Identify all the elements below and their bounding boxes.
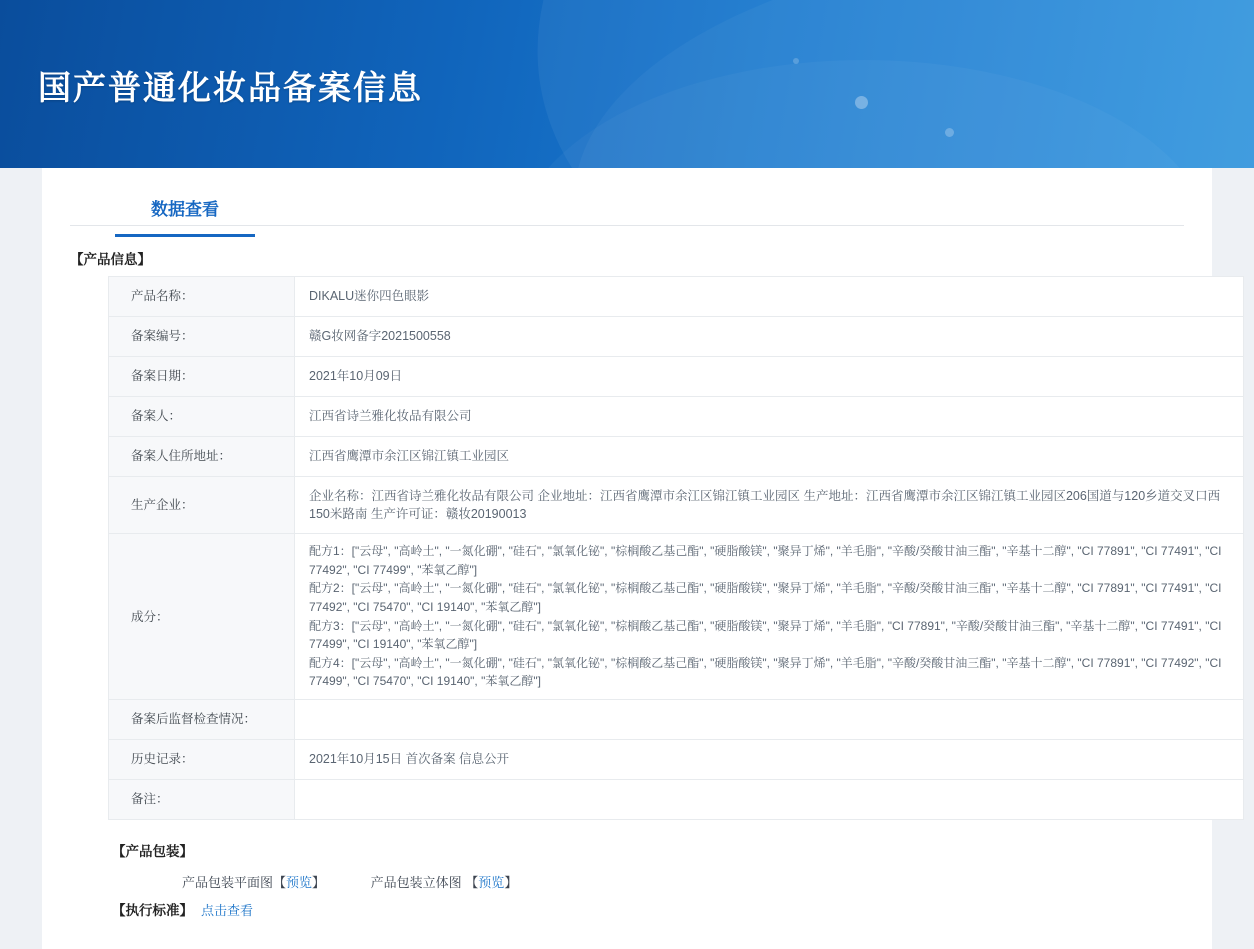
package-flat-label: 产品包装平面图【: [182, 875, 287, 890]
content-card: [42, 168, 1222, 949]
table-row-ingredients: [109, 534, 1244, 700]
table-row: [109, 397, 1244, 437]
banner-decoration-dot-2: [945, 128, 954, 137]
row-label-record-date: 备案日期：: [109, 357, 295, 397]
table-row: [109, 780, 1244, 820]
row-label-post-record-inspection: 备案后监督检查情况：: [109, 700, 295, 740]
row-label-registrant: 备案人：: [109, 397, 295, 437]
row-label-registrant-address: 备案人住所地址：: [109, 437, 295, 477]
package-solid-preview-link[interactable]: 预览: [478, 875, 505, 890]
section-title-package: 【产品包装】: [112, 844, 193, 859]
row-value-remark: [295, 780, 1244, 820]
banner-decoration-dot-3: [793, 58, 799, 64]
row-value-record-date: 2021年10月09日: [295, 357, 1244, 397]
ingredient-formula-4: 配方4：["云母", "高岭土", "一氮化硼", "硅石", "氯氧化铋", "棕榈酸乙基己酯", "硬脂酸镁", "聚异丁烯", "羊毛脂", "辛酸/癸酸甘油三酯", "辛基十二醇", "CI 77891", "CI 77492", "CI 77499", "CI 75470", "CI 19140", "苯氧乙醇"]: [309, 655, 1222, 689]
row-label-ingredients: 成分：: [109, 534, 295, 700]
row-value-product-name: DIKALU迷你四色眼影: [295, 277, 1244, 317]
standard-row: [112, 899, 1212, 919]
package-flat-close: 】: [312, 875, 326, 890]
tab-data-view[interactable]: 数据查看: [115, 187, 255, 237]
page-body: [0, 168, 1254, 949]
table-row: [109, 317, 1244, 357]
ingredient-formula-2: 配方2：["云母", "高岭土", "一氮化硼", "硅石", "氯氧化铋", "棕榈酸乙基己酯", "硬脂酸镁", "聚异丁烯", "羊毛脂", "辛酸/癸酸甘油三酯", "辛基十二醇", "CI 77891", "CI 77491", "CI 77492", "CI 75470", "CI 19140", "苯氧乙醇"]: [309, 581, 1222, 615]
section-title-standard: 【执行标准】: [112, 903, 193, 918]
package-flat-preview-link[interactable]: 预览: [286, 875, 313, 890]
row-value-history: 2021年10月15日 首次备案 信息公开: [295, 740, 1244, 780]
row-value-manufacturer: 企业名称：江西省诗兰雅化妆品有限公司 企业地址：江西省鹰潭市余江区锦江镇工业园区 生产地址：江西省鹰潭市余江区锦江镇工业园区206国道与120乡道交叉口西150米路南 生产许可证：赣妆20190013: [295, 477, 1244, 534]
section-title-product-info: 【产品信息】: [70, 252, 151, 267]
product-info-table: [108, 276, 1244, 820]
ingredient-formula-1: 配方1：["云母", "高岭土", "一氮化硼", "硅石", "氯氧化铋", "棕榈酸乙基己酯", "硬脂酸镁", "聚异丁烯", "羊毛脂", "辛酸/癸酸甘油三酯", "辛基十二醇", "CI 77891", "CI 77491", "CI 77492", "CI 77499", "苯氧乙醇"]: [309, 544, 1222, 577]
package-solid-close: 】: [504, 875, 518, 890]
package-solid-image: [371, 872, 518, 891]
row-label-record-number: 备案编号：: [109, 317, 295, 357]
row-value-ingredients: [295, 534, 1244, 700]
table-row: [109, 700, 1244, 740]
row-value-record-number: 赣G妆网备字2021500558: [295, 317, 1244, 357]
page-header-banner: [0, 0, 1254, 168]
row-label-product-name: 产品名称：: [109, 277, 295, 317]
row-label-manufacturer: 生产企业：: [109, 477, 295, 534]
table-row: [109, 277, 1244, 317]
row-value-post-record-inspection: [295, 700, 1244, 740]
table-row: [109, 740, 1244, 780]
package-solid-label: 产品包装立体图 【: [370, 875, 479, 890]
row-value-registrant-address: 江西省鹰潭市余江区锦江镇工业园区: [295, 437, 1244, 477]
table-row: [109, 357, 1244, 397]
row-value-registrant: 江西省诗兰雅化妆品有限公司: [295, 397, 1244, 437]
package-preview-row: [182, 872, 1212, 891]
standard-view-link[interactable]: 点击查看: [201, 903, 254, 918]
table-row: [109, 477, 1244, 534]
table-row: [109, 437, 1244, 477]
ingredient-formula-3: 配方3：["云母", "高岭土", "一氮化硼", "硅石", "氯氧化铋", "棕榈酸乙基己酯", "硬脂酸镁", "聚异丁烯", "羊毛脂", "CI 77891", "辛酸/癸酸甘油三酯", "辛基十二醇", "CI 77491", "CI 77499", "CI 19140", "苯氧乙醇"]: [309, 618, 1222, 652]
package-flat-image: [182, 872, 325, 891]
page-title: 国产普通化妆品备案信息: [38, 69, 423, 106]
row-label-history: 历史记录：: [109, 740, 295, 780]
tab-bar: [70, 168, 1184, 226]
row-label-remark: 备注：: [109, 780, 295, 820]
banner-decoration-dot-1: [855, 96, 868, 109]
